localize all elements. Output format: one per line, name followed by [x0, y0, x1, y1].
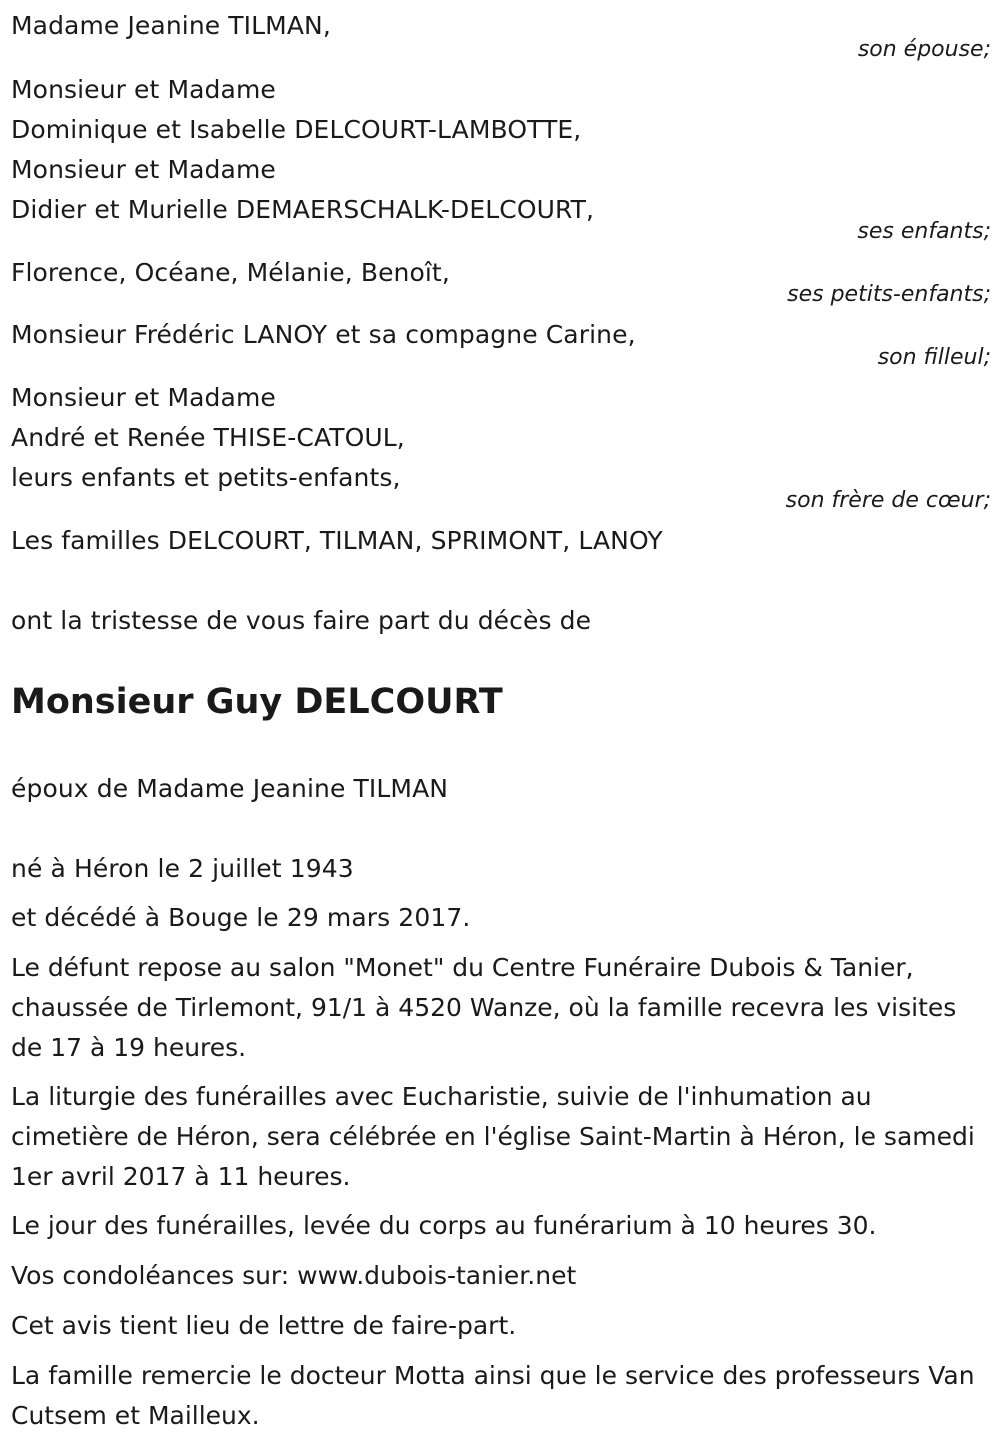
announcement-text: ont la tristesse de vous faire part du décès de: [11, 606, 592, 635]
relation-label: son filleul;: [877, 345, 991, 370]
relative-line: Monsieur et Madame: [11, 75, 276, 104]
relative-line: Dominique et Isabelle DELCOURT-LAMBOTTE,: [11, 115, 582, 144]
condolences-paragraph: Vos condoléances sur: www.dubois-tanier.net: [11, 1261, 577, 1290]
death-line: et décédé à Bouge le 29 mars 2017.: [11, 903, 471, 932]
relative-line: Didier et Murielle DEMAERSCHALK-DELCOURT,: [11, 195, 595, 224]
deceased-name: Monsieur Guy DELCOURT: [11, 682, 503, 722]
relation-label: son frère de cœur;: [785, 488, 991, 513]
procession-paragraph: Le jour des funérailles, levée du corps au funérarium à 10 heures 30.: [11, 1211, 877, 1240]
relative-line: Les familles DELCOURT, TILMAN, SPRIMONT, LANOY: [11, 526, 663, 555]
relative-line: Florence, Océane, Mélanie, Benoît,: [11, 258, 450, 287]
relation-label: ses enfants;: [857, 219, 991, 244]
viewing-paragraph: Le défunt repose au salon "Monet" du Centre Funéraire Dubois & Tanier, chaussée de Tirlemont, 91/1 à 4520 Wanze, où la famille recevra les visites de 17 à 19 heures.: [11, 953, 957, 1062]
relative-line: Monsieur et Madame: [11, 383, 276, 412]
relation-label: son épouse;: [857, 37, 991, 62]
liturgy-paragraph: La liturgie des funérailles avec Eucharistie, suivie de l'inhumation au cimetière de Héron, sera célébrée en l'église Saint-Martin à Héron, le samedi 1er avril 2017 à 11 heures.: [11, 1082, 975, 1191]
relative-line: Monsieur Frédéric LANOY et sa compagne Carine,: [11, 320, 636, 349]
relation-label: ses petits-enfants;: [787, 282, 991, 307]
notice-paragraph: Cet avis tient lieu de lettre de faire-part.: [11, 1311, 517, 1340]
relative-line: leurs enfants et petits-enfants,: [11, 463, 401, 492]
birth-line: né à Héron le 2 juillet 1943: [11, 854, 354, 883]
relative-line: Madame Jeanine TILMAN,: [11, 11, 331, 40]
thanks-paragraph: La famille remercie le docteur Motta ainsi que le service des professeurs Van Cutsem et Mailleux.: [11, 1361, 975, 1430]
relative-line: Monsieur et Madame: [11, 155, 276, 184]
relative-line: André et Renée THISE-CATOUL,: [11, 423, 405, 452]
spouse-line: époux de Madame Jeanine TILMAN: [11, 774, 449, 803]
